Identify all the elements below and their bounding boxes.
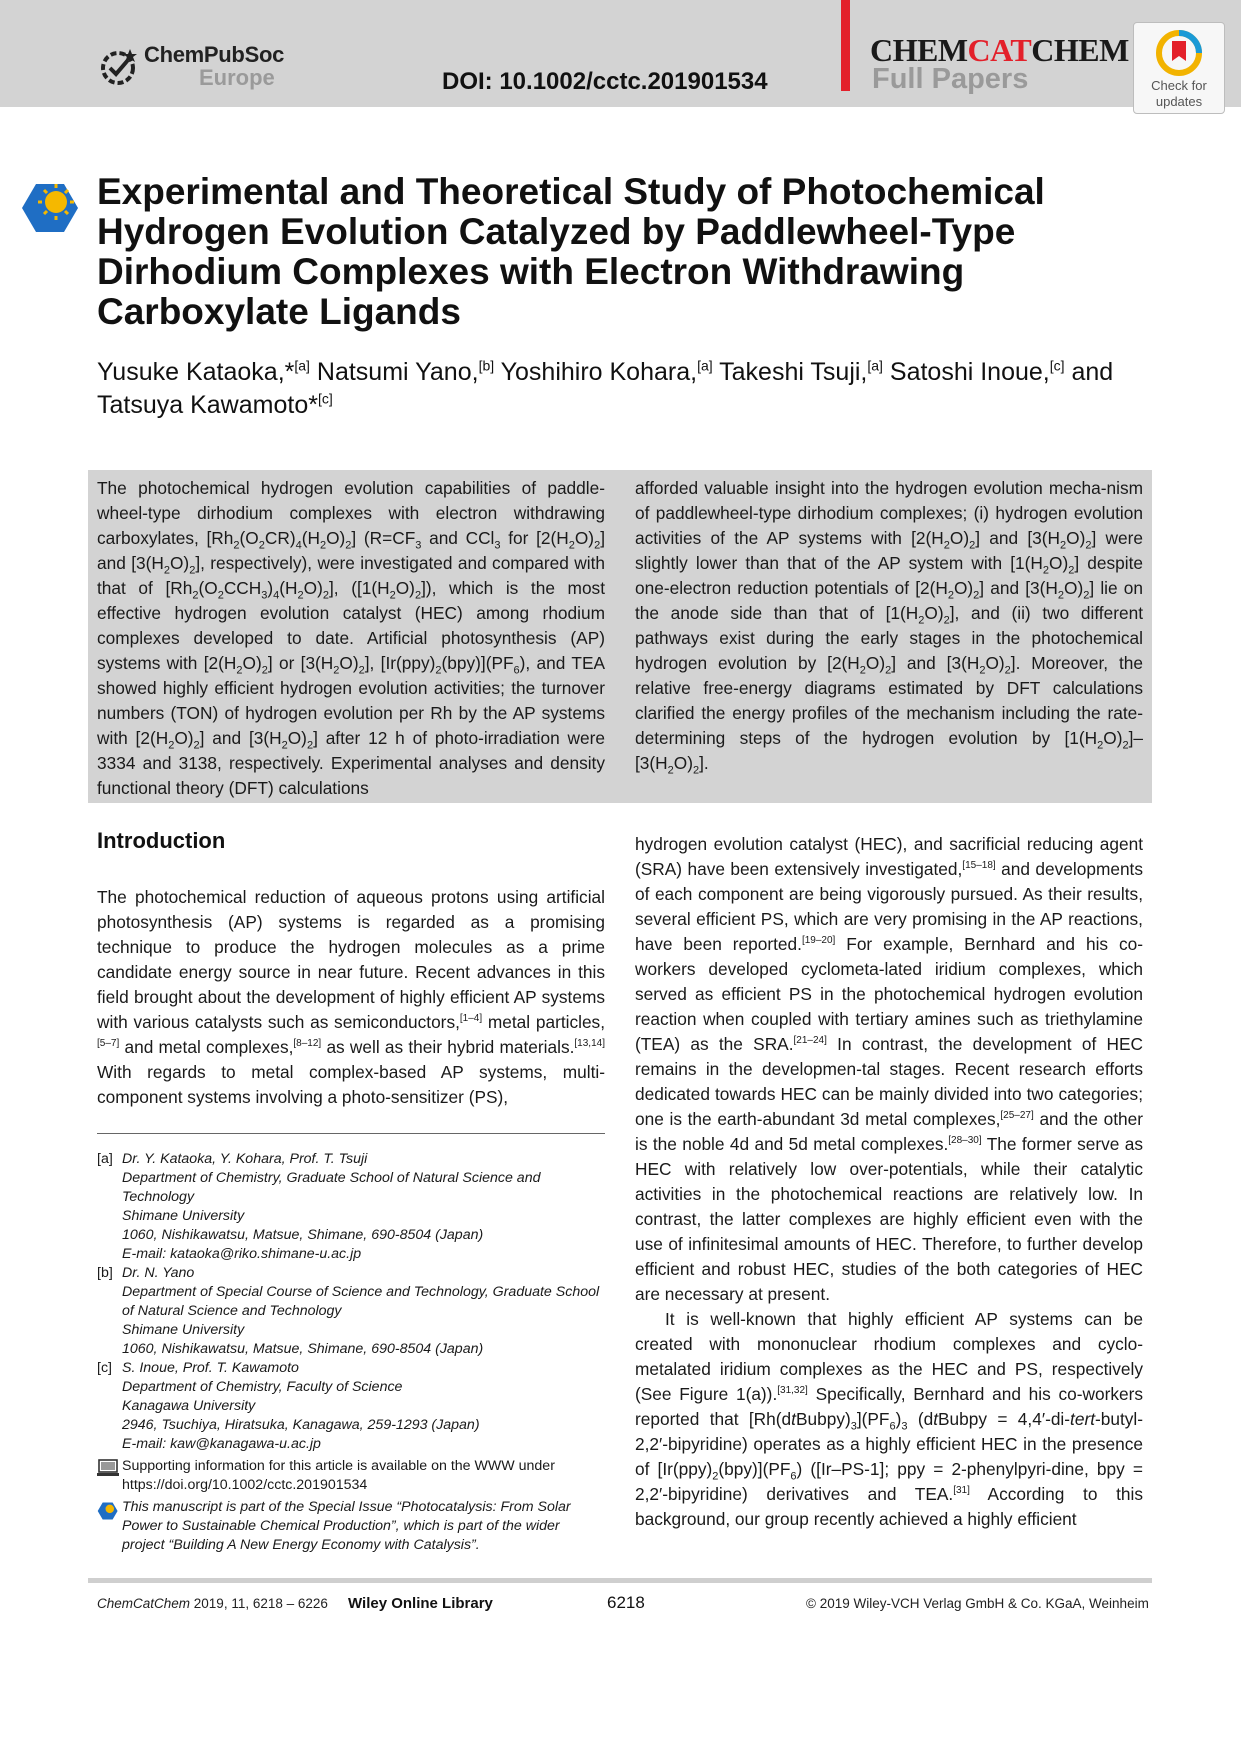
author-name: Natsumi Yano, [309,358,479,386]
section-type: Full Papers [872,63,1029,95]
check-for-updates-button[interactable] [1133,22,1225,114]
author-affiliation: [c] [317,390,333,407]
affiliation-address: 2946, Tsuchiya, Hiratsuka, Kanagawa, 259-1293 (Japan) [122,1417,480,1433]
author-affiliation: [c] [1049,357,1065,374]
footer-volume: 2019, 11, 6218 – 6226 [190,1596,328,1611]
section-heading-introduction: Introduction [97,828,226,853]
computer-icon [97,1459,119,1477]
check-label-line2: updates [1155,94,1203,109]
author-list [97,356,1157,422]
intro-right-column: hydrogen evolution catalyst (HEC), and sacrificial reducing agent (SRA) have been extensively investigated,[15–18] and developments of each component are being vigorously pursued. As their results, several efficient PS, which are very promising in the AP reactions, have been reported.[19–20] For example, Bernhard and his co-workers developed cyclometa-lated iridium complexes, which served as efficient PS in the photochemical hydrogen evolution reaction when coupled with tertiary amines such as triethylamine (TEA) as the SRA.[21–24] In contrast, the development of HEC remains in the developmen-tal stages. Recent research efforts dedicated towards HEC can be mainly divided into two categories; one is the earth-abundant 3d metal complexes,[25–27] and the other is the noble 4d and 5d metal complexes.[28–30] The former serve as HEC with relatively low over-potentials, while their catalytic activities in the photochemical reactions are relatively low. In contrast, the latter complexes are highly efficient even with the use of infinitesimal amounts of HEC. Therefore, to further develop efficient and robust HEC, studies of the both categories of HEC are necessary at present. It is well-known that highly efficient AP systems can be created with mononuclear rhodium complexes and cyclo-metalated iridium complexes as the HEC and PS, respectively (See Figure 1(a)).[31,32] Specifically, Bernhard and his co-workers reported that $[Rh(dtBubpy)_3](PF_6)_3$ (dtBubpy = 4,4′-di-tert-butyl-2,2′-bipyridine) operates as a highly efficient HEC in the presence of $[Ir(ppy)_2(bpy)](PF_6)$ ([Ir–PS-1]; ppy = 2-phenylpyri-dine, bpy = 2,2′-bipyridine) derivatives and TEA.[31] According to this background, our group recently achieved a highly efficient [635,834,1144,1529]
intro-left-column: The photochemical reduction of aqueous protons using artificial photosynthesis (AP) systems is regarded as a promising technique to produce the hydrogen molecules as a prime candidate energy source in near future. Recent advances in this field brought about the development of highly efficient AP systems with various catalysts such as semiconductors,[1–4] metal particles,[5–7] and metal complexes,[8–12] as well as their hybrid materials.[13,14] With regards to metal complex-based AP systems, multi-component systems involving a photo-sensitizer (PS), [97,887,606,1107]
affiliation-tag: [b] [97,1265,113,1281]
affiliation-tag: [c] [97,1360,112,1376]
affiliation-c [97,1359,605,1454]
author-name: Yusuke Kataoka,* [97,358,295,386]
doi[interactable]: DOI: 10.1002/cctc.201901534 [442,68,768,95]
abstract-left-column: The photochemical hydrogen evolution capabilities of paddle-wheel-type dirhodium complexes with electron withdrawing carboxylates, $[Rh_2(O_2CR)_4(H_2O)_2]$ ($R=CF_3$ and CCl$_3$ for $[2(H_2O)_2]$ and $[3(H_2O)_2]$, respectively), were investigated and compared with that of $[Rh_2(O_2CCH_3)_4(H_2O)_2]$, $([1(H_2O)_2])$, which is the most effective hydrogen evolution catalyst (HEC) among rhodium complexes developed to date. Artificial photosynthesis (AP) systems with $[2(H_2O)_2]$ or $[3(H_2O)_2]$, $[Ir(ppy)_2(bpy)](PF_6)$, and TEA showed highly efficient hydrogen evolution activities; the turnover numbers (TON) of hydrogen evolution per Rh by the AP systems with $[2(H_2O)_2]$ and $[3(H_2O)_2]$ after 12 h of photo-irradiation were 3334 and 3138, respectively. Experimental analyses and density functional theory (DFT) calculations [97,478,605,798]
author-name: and Tatsuya Kawamoto* [97,358,1114,419]
affiliation-department: Department of Special Course of Science and Technology, Graduate School of Natural Science and Technology [122,1284,600,1319]
affiliation-university: Kanagawa University [122,1398,256,1414]
publisher-region: Europe [199,65,275,90]
author-name: Yoshihiro Kohara, [494,358,698,386]
footer-divider [88,1578,1152,1583]
affiliation-department: Department of Chemistry, Faculty of Science [122,1379,403,1395]
chempubsoc-logo-icon [98,46,140,88]
affiliation-address: 1060, Nishikawatsu, Matsue, Shimane, 690-8504 (Japan) [122,1227,484,1243]
page-number: 6218 [607,1593,645,1612]
affiliation-email[interactable]: E-mail: kataoka@riko.shimane-u.ac.jp [122,1246,362,1262]
affiliation-names: Dr. Y. Kataoka, Y. Kohara, Prof. T. Tsuji [122,1151,368,1167]
author-name: Satoshi Inoue, [882,358,1050,386]
affiliation-names: S. Inoue, Prof. T. Kawamoto [122,1360,299,1376]
bookmark-icon [1155,29,1203,77]
supporting-info-text[interactable]: Supporting information for this article is available on the WWW under https://doi.org/10.1002/cctc.201901534 [122,1458,555,1493]
journal-name-part2: CAT [967,32,1032,68]
author-affiliation: [a] [697,357,713,374]
special-issue-text: This manuscript is part of the Special Issue “Photocatalysis: From Solar Power to Sustainable Chemical Production”, which is part of the wider project “Building A New Energy Economy with Catalysis”. [122,1499,571,1553]
author-affiliation: [a] [867,357,883,374]
wiley-online-library-link[interactable]: Wiley Online Library [348,1595,493,1612]
publisher-name: ChemPubSoc [144,42,285,67]
affiliation-address: 1060, Nishikawatsu, Matsue, Shimane, 690-8504 (Japan) [122,1341,484,1357]
affiliation-email[interactable]: E-mail: kaw@kanagawa-u.ac.jp [122,1436,321,1452]
journal-name-part1: CHEM [870,32,968,68]
affiliation-a [97,1150,605,1264]
footnotes [97,1150,605,1555]
footer-journal: ChemCatChem [97,1596,191,1611]
affiliation-names: Dr. N. Yano [122,1265,195,1281]
article-title: Experimental and Theoretical Study of Photochemical Hydrogen Evolution Catalyzed by Paddlewheel-Type Dirhodium Complexes with Electron Withdrawing Carboxylate Ligands [97,171,1045,332]
accent-bar [841,0,850,91]
author-affiliation: [b] [478,357,495,374]
author-name: Takeshi Tsuji, [712,358,868,386]
abstract-right-column: afforded valuable insight into the hydrogen evolution mecha-nism of paddlewheel-type dirhodium complexes; (i) hydrogen evolution activities of the AP systems with $[2(H_2O)_2]$ and $[3(H_2O)_2]$ were slightly lower than that of the AP system with $[1(H_2O)_2]$ despite one-electron reduction potentials of $[2(H_2O)_2]$ and $[3(H_2O)_2]$ lie on the anode side than that of $[1(H_2O)_2]$, and (ii) two different pathways exist during the early stages in the photochemical hydrogen evolution by $[2(H_2O)_2]$ and $[3(H_2O)_2]$. Moreover, the relative free-energy diagrams estimated by DFT calculations clarified the energy profiles of the mechanism including the rate-determining steps of the hydrogen evolution by $[1(H_2O)_2]-[3(H_2O)_2]$. [635,478,1144,777]
supporting-info-note [97,1457,605,1495]
check-label-line1: Check for [1151,78,1207,93]
publisher-logo[interactable] [98,44,284,89]
journal-name-part3: CHEM [1031,32,1129,68]
special-issue-sun-icon [97,1500,119,1522]
copyright: © 2019 Wiley-VCH Verlag GmbH & Co. KGaA, Weinheim [806,1596,1149,1611]
footnote-divider [97,1133,605,1134]
author-affiliation: [a] [294,357,310,374]
affiliation-university: Shimane University [122,1208,245,1224]
affiliation-department: Department of Chemistry, Graduate School of Natural Science and Technology [122,1170,541,1205]
affiliation-tag: [a] [97,1151,113,1167]
affiliation-university: Shimane University [122,1322,245,1338]
footer-citation [97,1596,328,1611]
affiliation-b [97,1264,605,1359]
special-issue-note [97,1498,605,1555]
special-issue-sun-icon [20,180,82,236]
